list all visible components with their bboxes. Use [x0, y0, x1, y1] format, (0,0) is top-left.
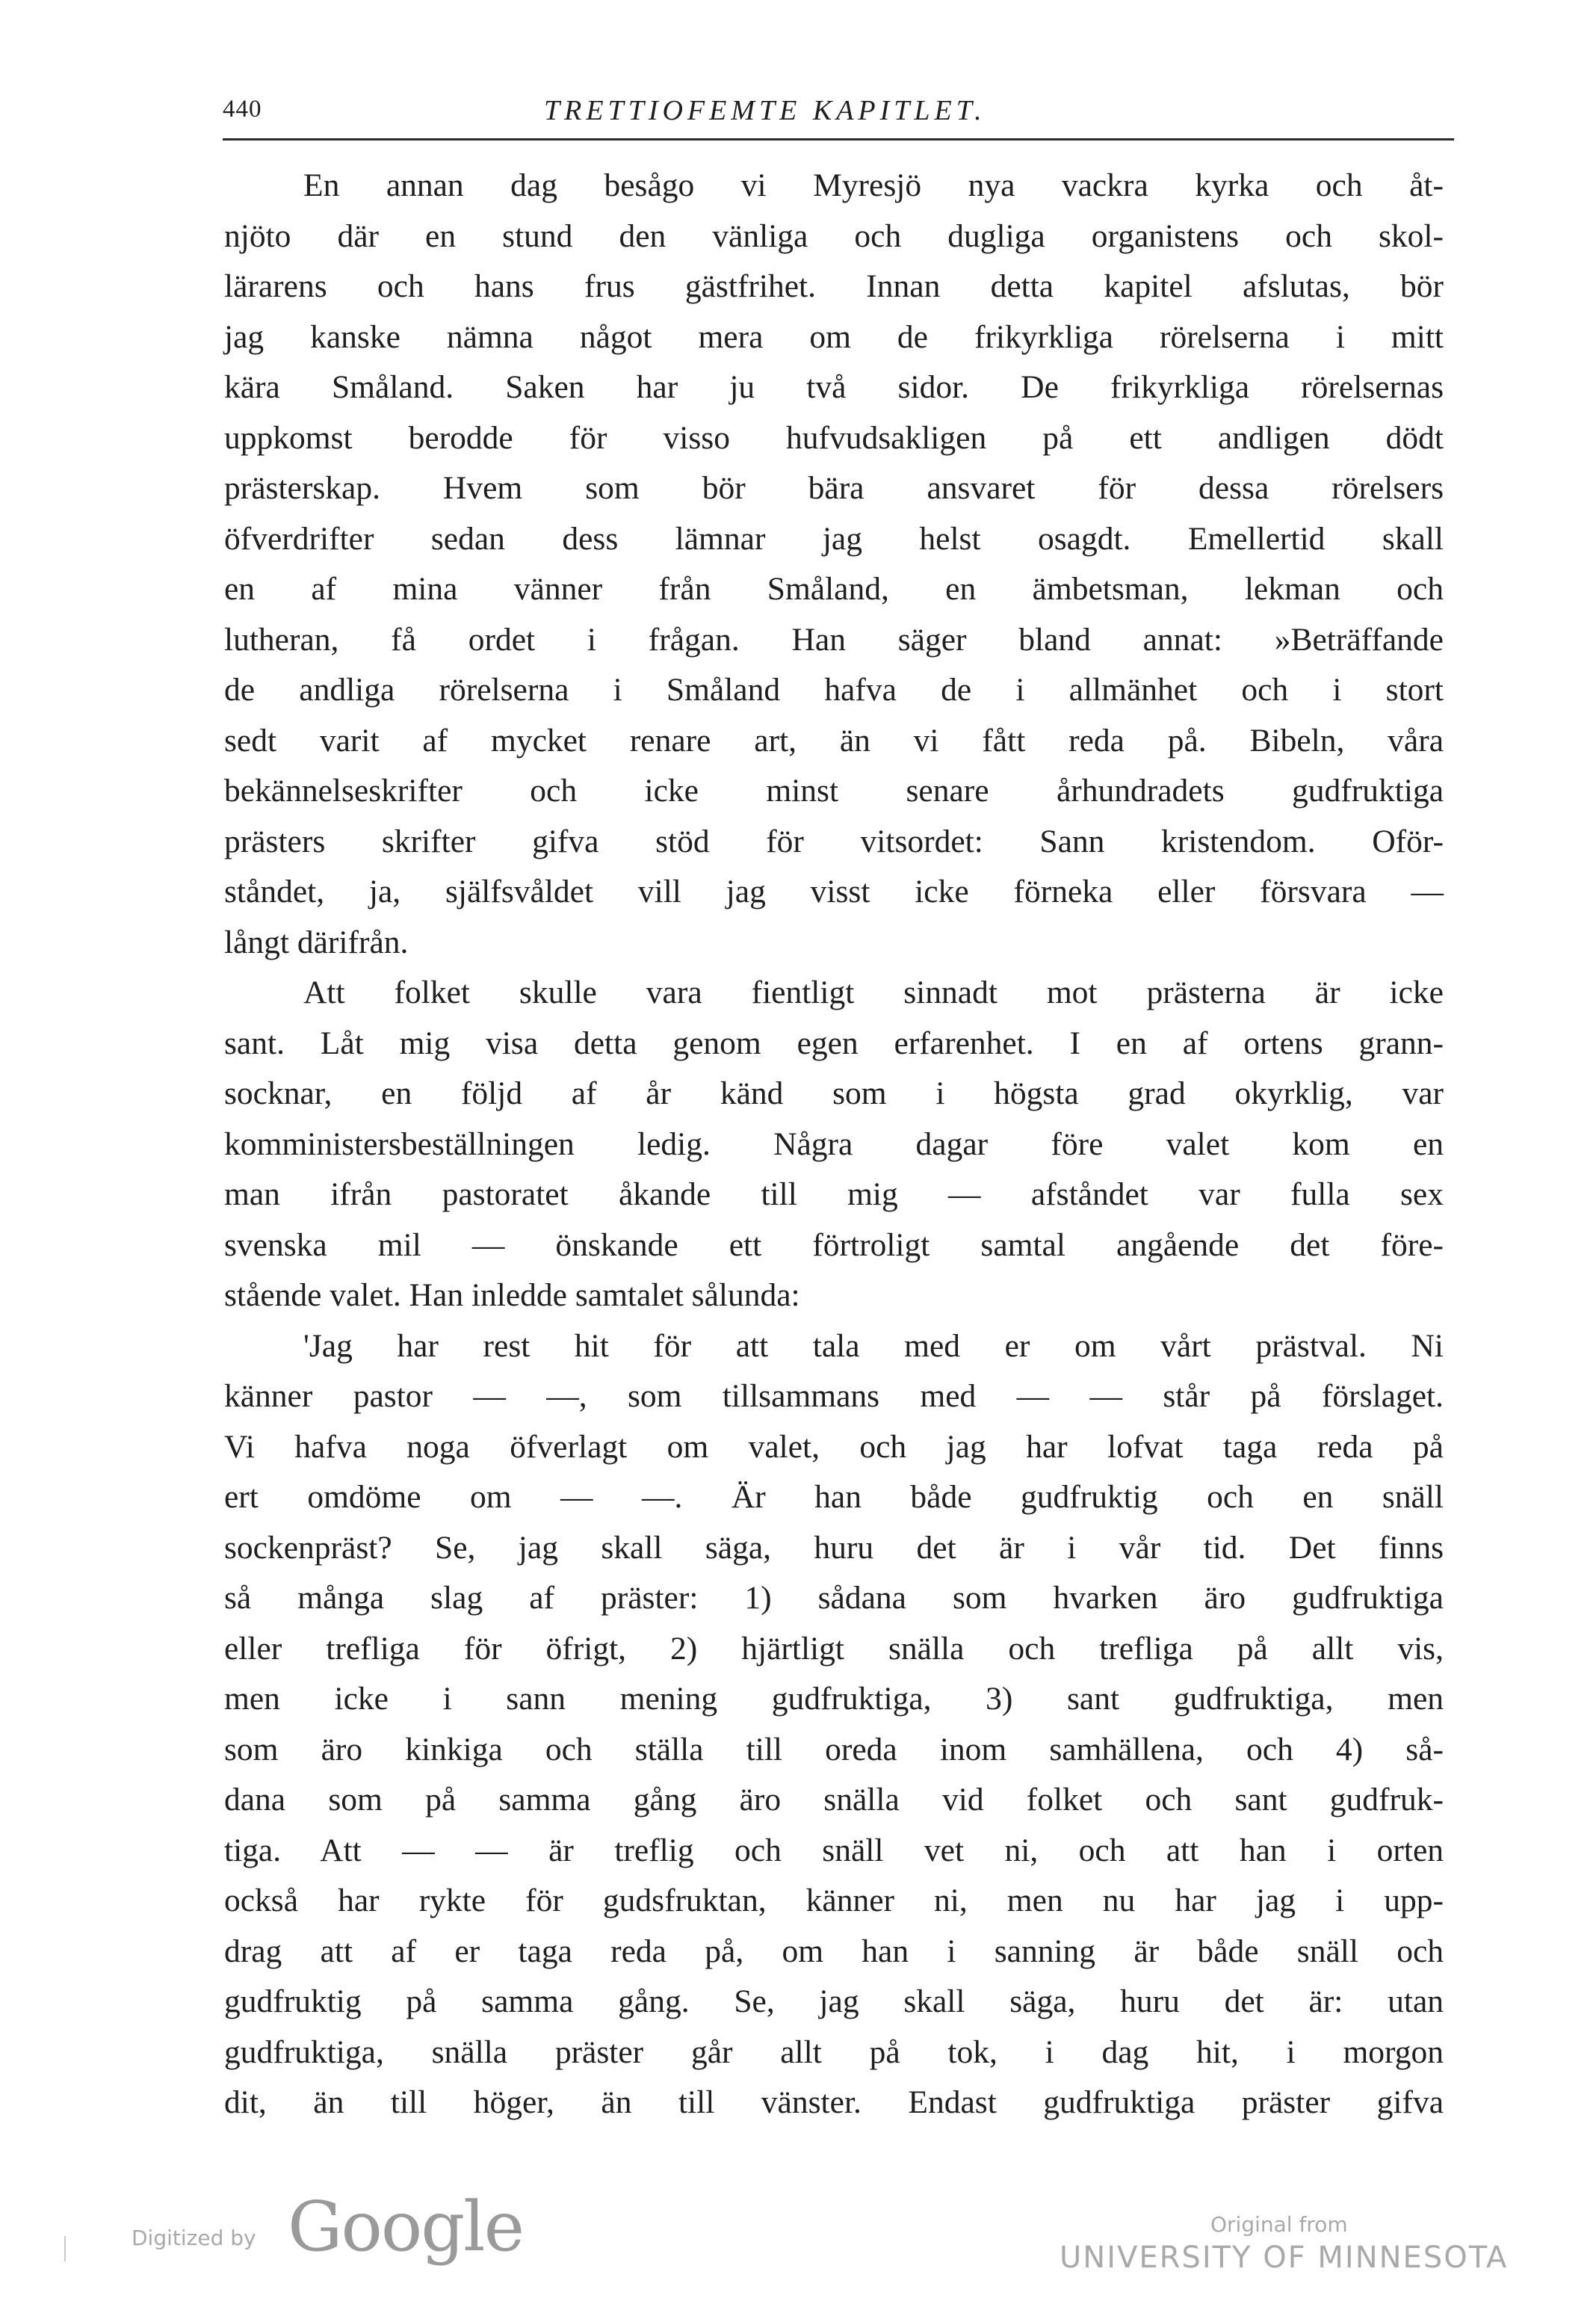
text-line: sockenpräst? Se, jag skall säga, huru det är i vår tid. Det finns	[224, 1529, 1444, 1566]
text-line: ståndet, ja, själfsvåldet vill jag visst icke förneka eller försvara —	[224, 874, 1444, 910]
text-line: prästers skrifter gifva stöd för vitsordet: Sann kristendom. Oför-	[224, 823, 1444, 859]
text-line: öfverdrifter sedan dess lämnar jag helst osagdt. Emellertid skall	[224, 520, 1444, 557]
text-line: eller trefliga för öfrigt, 2) hjärtligt snälla och trefliga på allt vis,	[224, 1630, 1444, 1667]
text-line: men icke i sann mening gudfruktiga, 3) sant gudfruktiga, men	[224, 1681, 1444, 1717]
text-line: ert omdöme om — —. Är han både gudfruktig och en snäll	[224, 1479, 1444, 1515]
text-line: drag att af er taga reda på, om han i sanning är både snäll och	[224, 1933, 1444, 1969]
text-line: långt därifrån.	[224, 924, 409, 960]
text-line: lutheran, få ordet i frågan. Han säger bland annat: »Beträffande	[224, 621, 1444, 658]
header-rule	[223, 138, 1454, 141]
text-line: komministersbeställningen ledig. Några dagar före valet kom en	[224, 1125, 1444, 1162]
page-footer	[0, 2182, 1596, 2319]
text-line: sant. Låt mig visa detta genom egen erfarenhet. I en af ortens grann-	[224, 1025, 1444, 1061]
page-header	[223, 88, 1454, 135]
running-head: TRETTIOFEMTE KAPITLET.	[544, 95, 986, 126]
text-line: dana som på samma gång äro snälla vid folket och sant gudfruk-	[224, 1782, 1444, 1818]
text-line: kära Småland. Saken har ju två sidor. De frikyrkliga rörelsernas	[224, 369, 1444, 405]
text-line: lärarens och hans frus gästfrihet. Innan detta kapitel afslutas, bör	[224, 268, 1444, 304]
digitized-by-label: Digitized by	[132, 2226, 256, 2250]
text-line: gudfruktiga, snälla präster går allt på tok, i dag hit, i morgon	[224, 2034, 1444, 2070]
text-line: de andliga rörelserna i Småland hafva de i allmänhet och i stort	[224, 672, 1444, 708]
text-line: en af mina vänner från Småland, en ämbetsman, lekman och	[224, 571, 1444, 607]
text-line: jag kanske nämna något mera om de frikyrkliga rörelserna i mitt	[224, 318, 1444, 355]
text-line: dit, än till höger, än till vänster. Endast gudfruktiga präster gifva	[224, 2084, 1444, 2120]
text-line: Vi hafva noga öfverlagt om valet, och jag har lofvat taga reda på	[224, 1428, 1444, 1465]
text-line: bekännelseskrifter och icke minst senare århundradets gudfruktiga	[224, 773, 1444, 809]
text-line: stående valet. Han inledde samtalet sålunda:	[224, 1277, 800, 1313]
text-line: känner pastor — —, som tillsammans med — — står på förslaget.	[224, 1378, 1444, 1414]
google-logo: Google	[288, 2187, 524, 2267]
text-line: så många slag af präster: 1) sådana som hvarken äro gudfruktiga	[224, 1580, 1444, 1616]
text-line: man ifrån pastoratet åkande till mig — afståndet var fulla sex	[224, 1176, 1444, 1212]
text-line: tiga. Att — — är treflig och snäll vet ni, och att han i orten	[224, 1832, 1444, 1868]
page-number: 440	[223, 96, 262, 123]
body-text	[224, 161, 1444, 2128]
text-line: svenska mil — önskande ett förtroligt samtal angående det före-	[224, 1226, 1444, 1263]
text-line: prästerskap. Hvem som bör bära ansvaret för dessa rörelsers	[224, 470, 1444, 506]
university-label: UNIVERSITY OF MINNESOTA	[1060, 2241, 1509, 2275]
text-line: sedt varit af mycket renare art, än vi fått reda på. Bibeln, våra	[224, 722, 1444, 759]
text-line: Att folket skulle vara fientligt sinnadt mot prästerna är icke	[303, 975, 1444, 1010]
text-line: En annan dag besågo vi Myresjö nya vackra kyrka och åt-	[303, 167, 1444, 203]
text-line: som äro kinkiga och ställa till oreda inom samhällena, och 4) så-	[224, 1731, 1444, 1767]
original-from-label: Original from	[1210, 2212, 1348, 2237]
text-line: socknar, en följd af år känd som i högsta grad okyrklig, var	[224, 1075, 1444, 1111]
text-line: njöto där en stund den vänliga och dugliga organistens och skol-	[224, 217, 1444, 254]
margin-mark	[64, 2236, 66, 2261]
text-line: 'Jag har rest hit för att tala med er om vårt prästval. Ni	[303, 1327, 1444, 1364]
text-line: uppkomst berodde för visso hufvudsakligen på ett andligen dödt	[224, 419, 1444, 456]
text-line: också har rykte för gudsfruktan, känner ni, men nu har jag i upp-	[224, 1883, 1444, 1918]
text-line: gudfruktig på samma gång. Se, jag skall säga, huru det är: utan	[224, 1983, 1444, 2019]
